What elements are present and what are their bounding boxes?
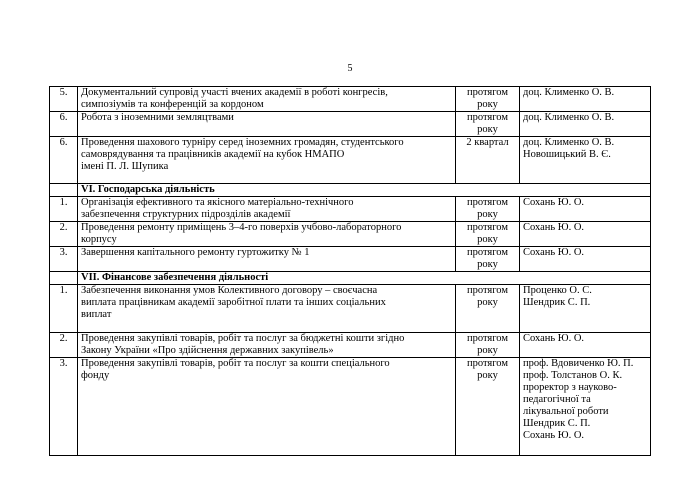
responsible-cell: [520, 333, 651, 358]
responsible-person-line: проф. Толстанов О. К.: [523, 370, 623, 381]
activity-description-line: виплата працівникам академії заробітної плати та інших соціальних: [81, 297, 386, 308]
activity-cell: [78, 358, 456, 456]
activity-cell: [78, 197, 456, 222]
deadline-line: року: [477, 99, 498, 110]
table-row: [50, 285, 651, 333]
activity-description-line: Робота з іноземними земляцтвами: [81, 112, 234, 123]
activity-description-line: Закону України «Про здійснення державних закупівель»: [81, 345, 334, 356]
responsible-person-line: проф. Вдовиченко Ю. П.: [523, 358, 634, 369]
activity-cell: [78, 333, 456, 358]
item-number: 2.: [50, 333, 78, 358]
responsible-cell: [520, 137, 651, 184]
deadline-line: року: [477, 297, 498, 308]
responsible-cell: [520, 285, 651, 333]
activity-description-line: виплат: [81, 309, 112, 320]
deadline-line: протягом: [466, 333, 508, 344]
item-number: 2.: [50, 222, 78, 247]
section-num-cell: [50, 184, 78, 197]
page-number: 5: [347, 63, 353, 74]
section-title: VII. Фінансове забезпечення діяльності: [78, 272, 651, 285]
activity-description-line: забезпечення структурних підрозділів академії: [81, 209, 291, 220]
activity-cell: [78, 87, 456, 112]
deadline-line: протягом: [466, 87, 508, 98]
deadline-line: року: [477, 370, 498, 381]
activity-description-line: Проведення шахового турніру серед іноземних громадян, студентського: [81, 137, 404, 148]
responsible-person-line: Сохань Ю. О.: [523, 247, 585, 258]
responsible-person-line: Сохань Ю. О.: [523, 222, 585, 233]
table-row: [50, 222, 651, 247]
table-row: [50, 87, 651, 112]
activity-description-line: корпусу: [81, 234, 117, 245]
item-number: 1.: [50, 197, 78, 222]
work-plan-body: [50, 87, 651, 456]
item-number: 6.: [50, 112, 78, 137]
responsible-cell: [520, 247, 651, 272]
deadline-cell: [456, 222, 520, 247]
table-row: [50, 247, 651, 272]
activity-cell: [78, 222, 456, 247]
responsible-cell: [520, 358, 651, 456]
item-number: 5.: [50, 87, 78, 112]
table-row: [50, 137, 651, 184]
activity-description-line: імені П. Л. Шупика: [81, 161, 169, 172]
responsible-person-line: педагогічної та: [523, 394, 591, 405]
deadline-cell: [456, 112, 520, 137]
table-row: [50, 333, 651, 358]
activity-description-line: Проведення закупівлі товарів, робіт та послуг за бюджетні кошти згідно: [81, 333, 405, 344]
responsible-cell: [520, 222, 651, 247]
deadline-line: 2 квартал: [466, 137, 509, 148]
deadline-cell: [456, 137, 520, 184]
deadline-line: протягом: [466, 358, 508, 369]
deadline-line: року: [477, 124, 498, 135]
deadline-line: протягом: [466, 112, 508, 123]
responsible-person-line: Сохань Ю. О.: [523, 430, 585, 441]
table-row: [50, 197, 651, 222]
responsible-person-line: доц. Клименко О. В.: [523, 137, 615, 148]
activity-description-line: Забезпечення виконання умов Колективного договору – своєчасна: [81, 285, 378, 296]
deadline-cell: [456, 87, 520, 112]
deadline-cell: [456, 358, 520, 456]
activity-description-line: Проведення ремонту приміщень 3–4-го поверхів учбово-лабораторного: [81, 222, 402, 233]
item-number: 6.: [50, 137, 78, 184]
work-plan-table: [49, 86, 651, 456]
responsible-person-line: Шендрик С. П.: [523, 418, 591, 429]
deadline-line: протягом: [466, 222, 508, 233]
item-number: 1.: [50, 285, 78, 333]
deadline-cell: [456, 247, 520, 272]
responsible-cell: [520, 197, 651, 222]
responsible-person-line: Сохань Ю. О.: [523, 333, 585, 344]
responsible-person-line: проректор з науково-: [523, 382, 617, 393]
section-row: [50, 184, 651, 197]
section-num-cell: [50, 272, 78, 285]
responsible-person-line: доц. Клименко О. В.: [523, 87, 615, 98]
table-row: [50, 358, 651, 456]
section-title: VI. Господарська діяльність: [78, 184, 651, 197]
activity-description-line: самоврядування та працівників академії на кубок НМАПО: [81, 149, 345, 160]
activity-cell: [78, 247, 456, 272]
activity-description-line: Документальний супровід участі вчених академії в роботі конгресів,: [81, 87, 388, 98]
section-row: [50, 272, 651, 285]
deadline-line: року: [477, 209, 498, 220]
responsible-person-line: лікувальної роботи: [523, 406, 609, 417]
deadline-line: року: [477, 259, 498, 270]
deadline-line: протягом: [466, 247, 508, 258]
activity-description-line: фонду: [81, 370, 110, 381]
responsible-cell: [520, 87, 651, 112]
responsible-person-line: Новошицький В. Є.: [523, 149, 611, 160]
deadline-line: року: [477, 234, 498, 245]
responsible-cell: [520, 112, 651, 137]
item-number: 3.: [50, 358, 78, 456]
deadline-cell: [456, 285, 520, 333]
deadline-line: року: [477, 345, 498, 356]
item-number: 3.: [50, 247, 78, 272]
responsible-person-line: Сохань Ю. О.: [523, 197, 585, 208]
deadline-line: протягом: [466, 197, 508, 208]
table-row: [50, 112, 651, 137]
activity-cell: [78, 137, 456, 184]
deadline-line: протягом: [466, 285, 508, 296]
activity-description-line: Організація ефективного та якісного матеріально-технічного: [81, 197, 354, 208]
activity-description-line: симпозіумів та конференцій за кордоном: [81, 99, 264, 110]
responsible-person-line: Шендрик С. П.: [523, 297, 591, 308]
deadline-cell: [456, 333, 520, 358]
activity-description-line: Завершення капітального ремонту гуртожитку № 1: [81, 247, 310, 258]
activity-description-line: Проведення закупівлі товарів, робіт та послуг за кошти спеціального: [81, 358, 390, 369]
deadline-cell: [456, 197, 520, 222]
activity-cell: [78, 285, 456, 333]
responsible-person-line: доц. Клименко О. В.: [523, 112, 615, 123]
activity-cell: [78, 112, 456, 137]
responsible-person-line: Проценко О. С.: [523, 285, 592, 296]
